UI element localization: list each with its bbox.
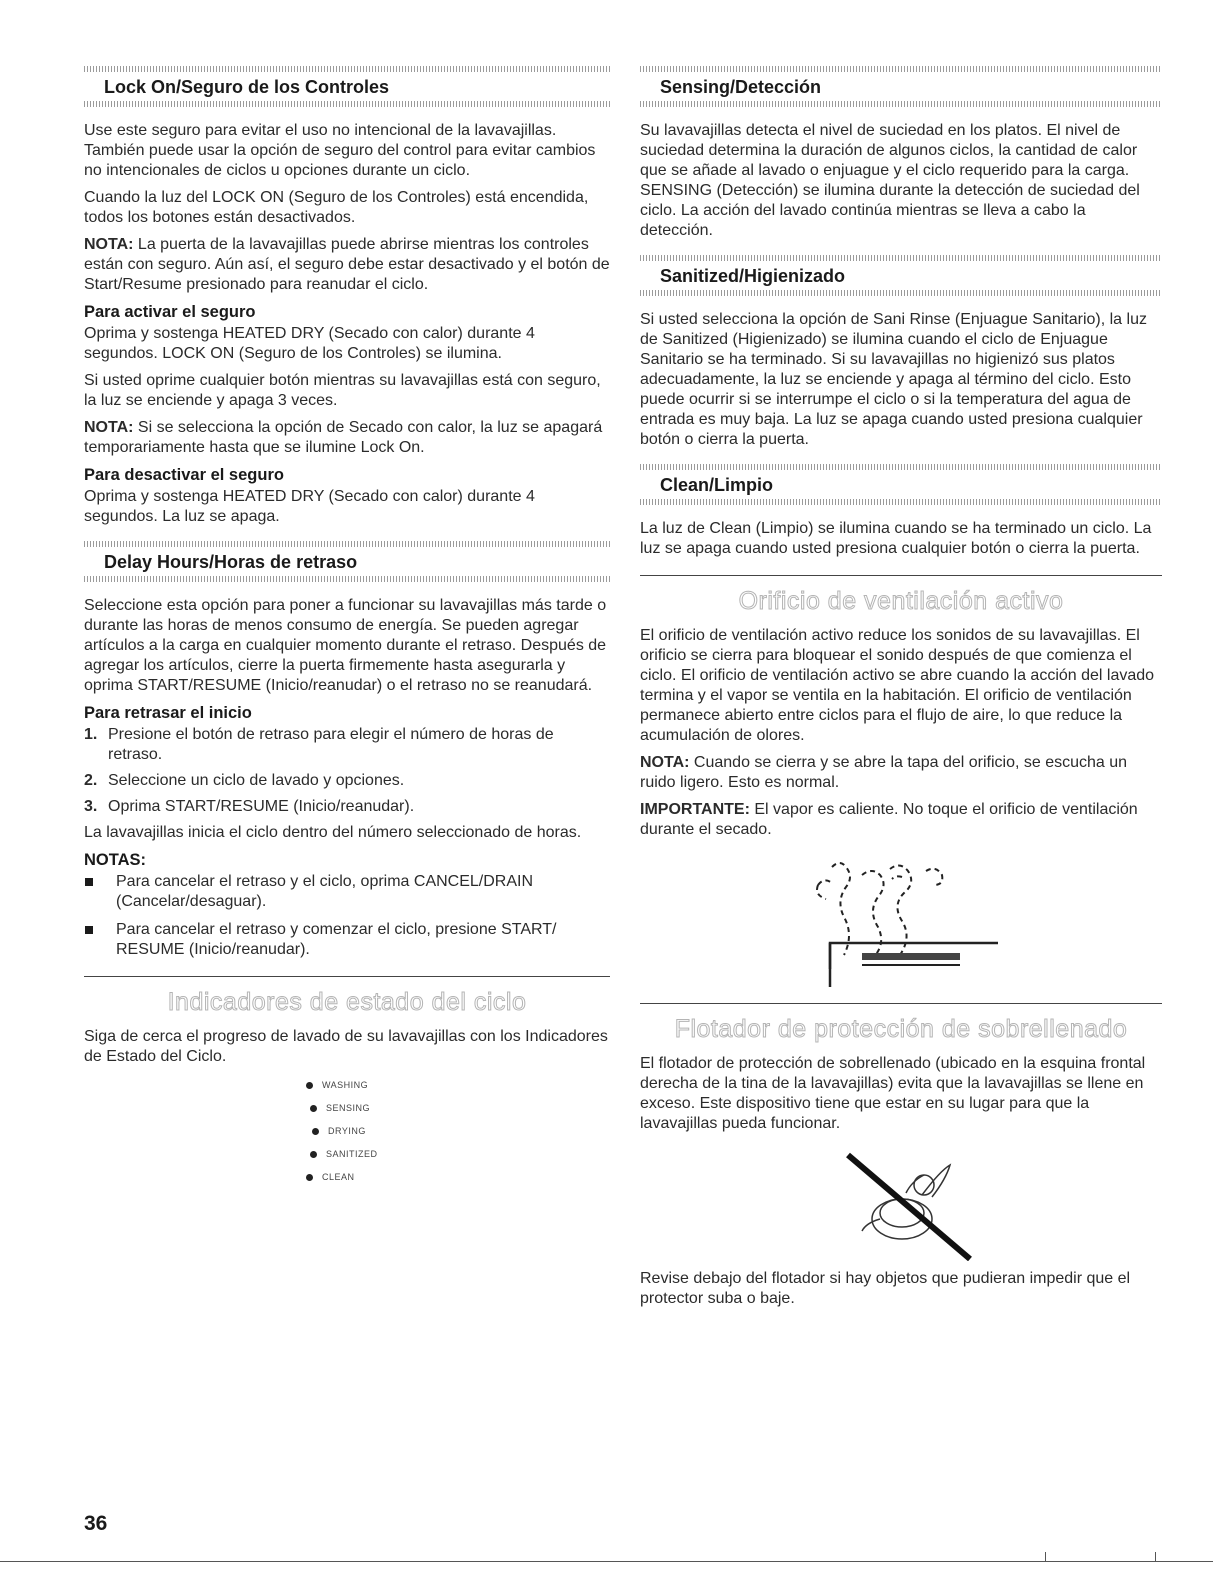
note-label: NOTA: [84, 419, 134, 436]
header-band [640, 255, 1162, 261]
paragraph: Si usted selecciona la opción de Sani Rinse (Enjuague Sanitario), la luz de Sanitized (Higienizado) se ilumina cuando el ciclo de Enjuague Sanitario se ha terminado. Si su lavavajillas no higienizó sus platos adecuadamente, la luz se enciende y apaga al término del ciclo. Esto puede ocurrir si se interrumpe el ciclo o si la temperatura del agua de entrada es muy baja. La luz se apaga cuando usted presiona cualquier botón o cierra la puerta. [640, 311, 1147, 448]
header-band [640, 464, 1162, 470]
page-bottom-tick [1155, 1552, 1156, 1561]
bullet-text: Para cancelar el retraso y comenzar el ciclo, presione START/ RESUME (Inicio/reanudar). [116, 921, 557, 958]
header-band [84, 66, 610, 72]
steps-list [84, 725, 610, 817]
indicator-drying [312, 1120, 610, 1143]
square-bullet-icon [84, 872, 116, 912]
notes-list [84, 872, 610, 960]
subheading: Para retrasar el inicio [84, 704, 252, 722]
paragraph: La lavavajillas inicia el ciclo dentro del número seleccionado de horas. [84, 824, 582, 841]
note-paragraph [640, 753, 1162, 793]
paragraph: Su lavavajillas detecta el nivel de suciedad en los platos. El nivel de suciedad determina la duración de algunos ciclos, la cantidad de calor que se añade al lavado o enjuague y el ciclo requerido para la carga. SENSING (Detección) se ilumina durante la detección de suciedad del ciclo. La acción del lavado continúa mientras se lleva a cabo la detección. [640, 122, 1140, 239]
note-label: NOTA: [84, 236, 134, 253]
paragraph: Revise debajo del flotador si hay objetos que pudieran impedir que el protector suba o baje. [640, 1270, 1131, 1307]
header-band [640, 499, 1162, 505]
header-band [640, 66, 1162, 72]
note-label: NOTA: [640, 754, 690, 771]
right-column [640, 66, 1162, 1316]
step-number: 1. [84, 726, 98, 743]
section-title-vent: Orificio de ventilación activo [738, 587, 1064, 615]
section-heading: Lock On/Seguro de los Controles [104, 77, 390, 97]
indicator-light-icon [312, 1128, 319, 1135]
header-band [84, 576, 610, 582]
section-divider [640, 575, 1162, 576]
list-item [84, 771, 610, 791]
indicator-light-icon [306, 1082, 313, 1089]
page-bottom-rule [0, 1561, 1213, 1562]
page-number: 36 [84, 1512, 108, 1535]
paragraph: Oprima y sostenga HEATED DRY (Secado con calor) durante 4 segundos. LOCK ON (Seguro de los Controles) se ilumina. [84, 325, 535, 362]
section-header-clean [640, 464, 1162, 505]
paragraph: Cuando la luz del LOCK ON (Seguro de los Controles) está encendida, todos los botones están desactivados. [84, 189, 589, 226]
section-header-sanitized [640, 255, 1162, 296]
paragraph: La luz de Clean (Limpio) se ilumina cuando se ha terminado un ciclo. La luz se apaga cuando usted presiona cualquier botón o cierra la puerta. [640, 520, 1152, 557]
header-band [84, 541, 610, 547]
section-header-sensing [640, 66, 1162, 107]
indicator-light-icon [310, 1151, 317, 1158]
section-header-lock [84, 66, 610, 107]
section-title-float: Flotador de protección de sobrellenado [674, 1015, 1128, 1043]
list-item [84, 920, 610, 960]
step-text: Oprima START/RESUME (Inicio/reanudar). [108, 798, 415, 815]
note-text: La puerta de la lavavajillas puede abrirse mientras los controles están con seguro. Aún así, el seguro debe estar desactivado y el botón de Start/Resume presionado para reanudar el ciclo. [84, 236, 610, 293]
page-bottom-tick [1045, 1552, 1046, 1561]
indicator-label: WASHING [322, 1080, 369, 1090]
square-bullet-icon [84, 920, 116, 960]
note-text: Cuando se cierra y se abre la tapa del orificio, se escucha un ruido ligero. Esto es normal. [640, 754, 1128, 791]
left-column [84, 66, 610, 1189]
section-heading: Clean/Limpio [660, 475, 774, 495]
step-number: 3. [84, 798, 98, 815]
indicator-sanitized [310, 1143, 610, 1166]
cycle-status-indicators [84, 1074, 610, 1189]
paragraph: El flotador de protección de sobrellenado (ubicado en la esquina frontal derecha de la tina de la lavavajillas) evita que la lavavajillas se llene en exceso. Este dispositivo tiene que estar en su lugar para que la lavavajillas pueda funcionar. [640, 1055, 1146, 1132]
paragraph: Si usted oprime cualquier botón mientras su lavavajillas está con seguro, la luz se enciende y apaga 3 veces. [84, 372, 601, 409]
note-text: Si se selecciona la opción de Secado con calor, la luz se apagará temporariamente hasta que se ilumine Lock On. [84, 419, 603, 456]
steam-vent-illustration [640, 847, 1162, 987]
indicator-light-icon [306, 1174, 313, 1181]
section-heading: Sanitized/Higienizado [660, 266, 846, 286]
important-paragraph [640, 800, 1162, 840]
indicator-clean [306, 1166, 610, 1189]
section-divider [84, 976, 610, 977]
note-paragraph [84, 418, 610, 458]
paragraph: Use este seguro para evitar el uso no intencional de la lavavajillas. También puede usar la opción de seguro del control para evitar cambios no intencionales de ciclos u opciones durante un ciclo. [84, 122, 596, 179]
indicator-light-icon [310, 1105, 317, 1112]
indicator-label: SENSING [326, 1103, 371, 1113]
paragraph: Seleccione esta opción para poner a funcionar su lavavajillas más tarde o durante las horas de menos consumo de energía. Se pueden agregar artículos a la carga en cualquier momento durante el retraso. Después de agregar los artículos, cierre la puerta firmemente hasta asegurarla y oprima START/RESUME (Inicio/reanudar) o el retraso no se reanudará. [84, 597, 607, 694]
indicator-label: DRYING [328, 1126, 366, 1136]
subheading: Para desactivar el seguro [84, 466, 284, 484]
subheading: NOTAS: [84, 851, 147, 869]
list-item [84, 797, 610, 817]
header-band [84, 101, 610, 107]
header-band [640, 101, 1162, 107]
subheading: Para activar el seguro [84, 303, 256, 321]
indicator-washing [306, 1074, 610, 1097]
header-band [640, 290, 1162, 296]
list-item [84, 872, 610, 912]
paragraph: Oprima y sostenga HEATED DRY (Secado con calor) durante 4 segundos. La luz se apaga. [84, 488, 535, 525]
important-text: El vapor es caliente. No toque el orificio de ventilación durante el secado. [640, 801, 1138, 838]
step-text: Seleccione un ciclo de lavado y opciones. [108, 772, 405, 789]
section-header-delay [84, 541, 610, 582]
step-text: Presione el botón de retraso para elegir el número de horas de retraso. [108, 726, 554, 763]
bullet-text: Para cancelar el retraso y el ciclo, oprima CANCEL/DRAIN (Cancelar/desaguar). [116, 873, 534, 910]
section-title-status: Indicadores de estado del ciclo [167, 988, 527, 1016]
step-number: 2. [84, 772, 98, 789]
overfill-float-illustration [640, 1141, 1162, 1261]
section-heading: Delay Hours/Horas de retraso [104, 552, 358, 572]
indicator-label: CLEAN [322, 1172, 355, 1182]
note-paragraph [84, 235, 610, 295]
section-divider [640, 1003, 1162, 1004]
paragraph: Siga de cerca el progreso de lavado de su lavavajillas con los Indicadores de Estado del Ciclo. [84, 1028, 608, 1065]
indicator-sensing [310, 1097, 610, 1120]
section-heading: Sensing/Detección [660, 77, 822, 97]
important-label: IMPORTANTE: [640, 801, 750, 818]
indicator-label: SANITIZED [326, 1149, 378, 1159]
paragraph: El orificio de ventilación activo reduce los sonidos de su lavavajillas. El orificio se cierra para bloquear el sonido después de que comienza el ciclo. El orificio de ventilación activo se abre cuando la acción del lavado termina y el vapor se ventila en la habitación. El orificio de ventilación permanece abierto entre ciclos para el flujo de aire, lo que reduce la acumulación de olores. [640, 627, 1155, 744]
list-item [84, 725, 610, 765]
